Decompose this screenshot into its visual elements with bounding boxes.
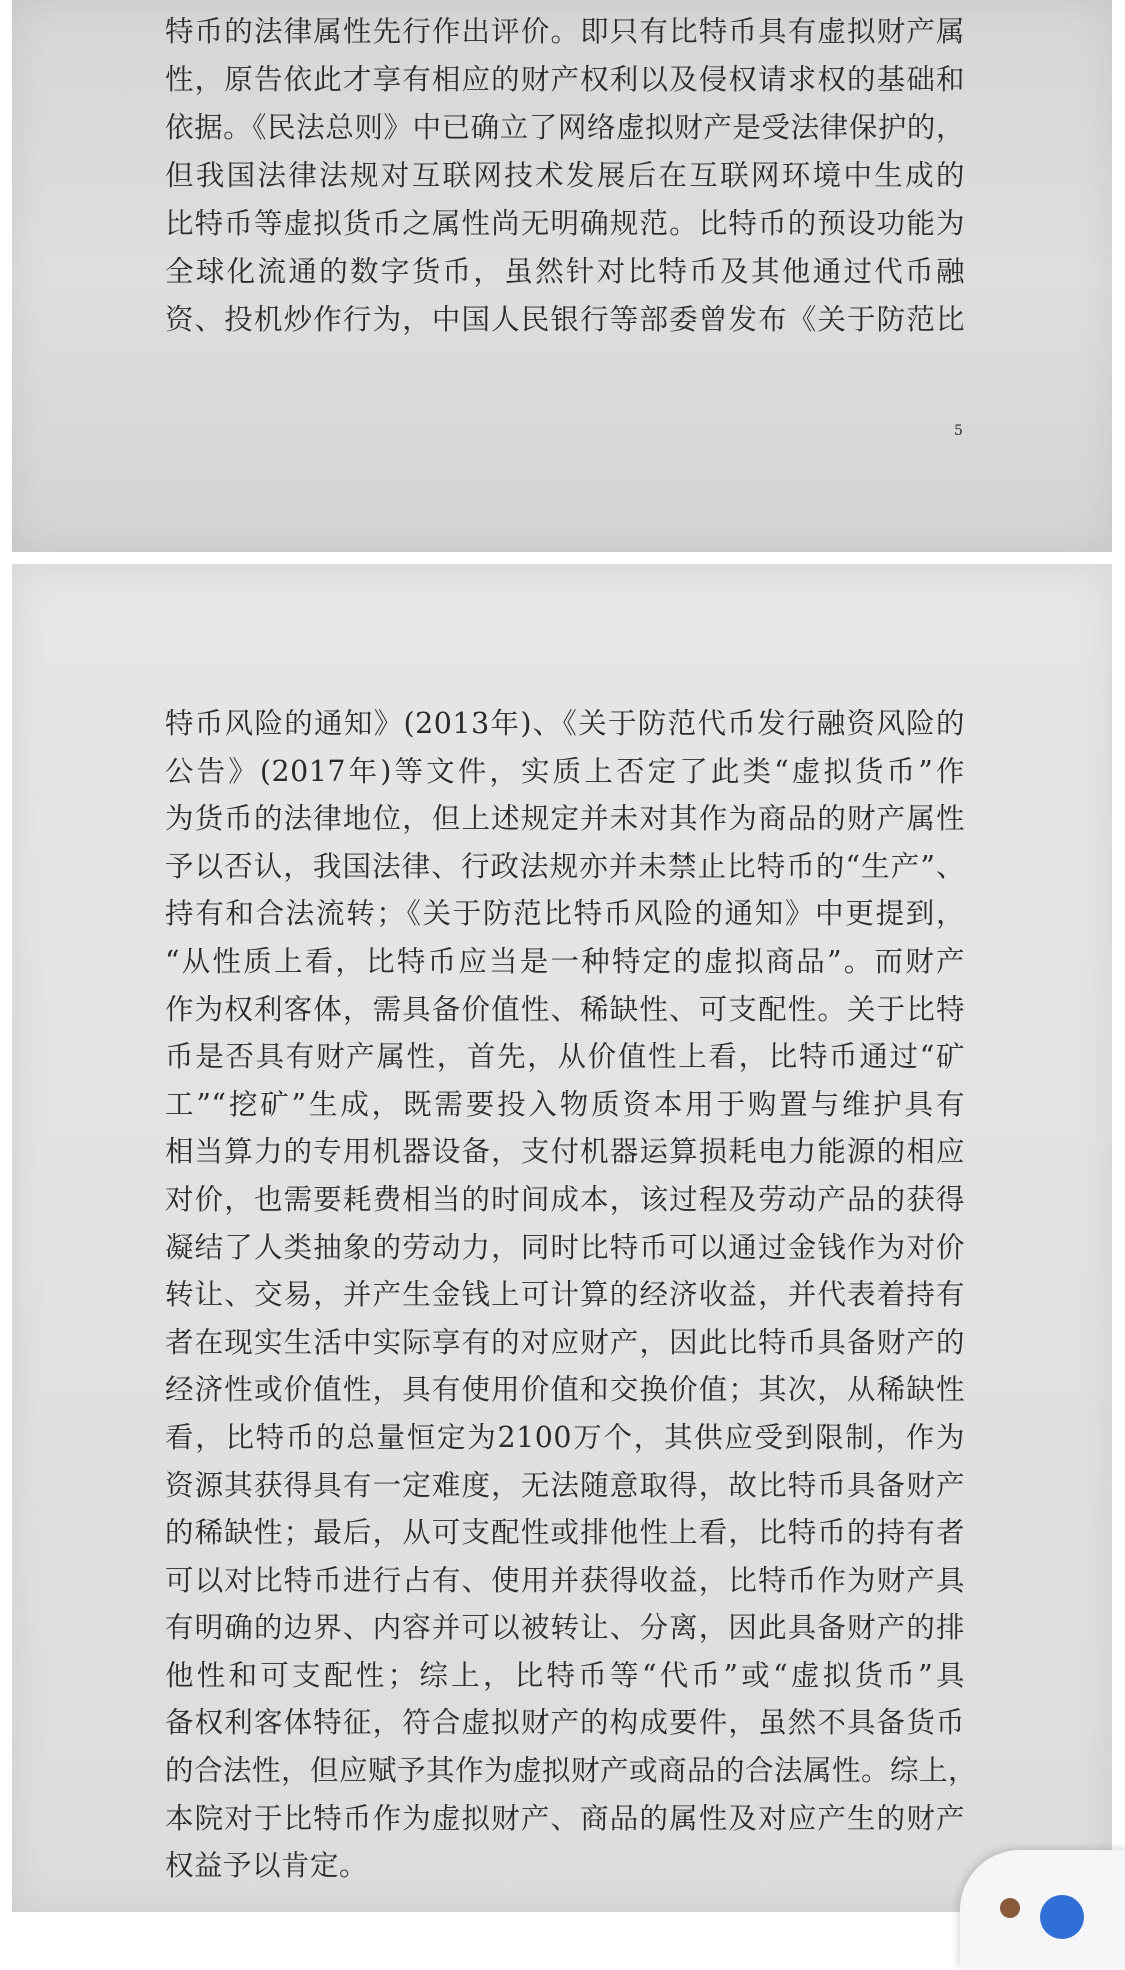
text-line: 者在现实生活中实际享有的对应财产，因此比特币具备财产的 — [165, 1325, 965, 1359]
text-line: 有明确的边界、内容并可以被转让、分离，因此具备财产的排 — [165, 1611, 965, 1645]
assistant-bubble-icon[interactable] — [1040, 1895, 1084, 1939]
text-line: 看，比特币的总量恒定为2100万个，其供应受到限制，作为 — [165, 1420, 965, 1454]
text-line: 权益予以肯定。 — [165, 1849, 369, 1883]
page-top-text — [165, 8, 965, 344]
text-line: 工”“挖矿”生成，既需要投入物质资本用于购置与维护具有 — [165, 1087, 965, 1121]
text-line: 的合法性，但应赋予其作为虚拟财产或商品的合法属性。综上， — [165, 1754, 978, 1788]
text-line: 可以对比特币进行占有、使用并获得收益，比特币作为财产具 — [165, 1563, 965, 1597]
document-page-top — [12, 0, 1112, 552]
text-line: “从性质上看，比特币应当是一种特定的虚拟商品”。而财产 — [165, 944, 965, 978]
text-line: 比特币等虚拟货币之属性尚无明确规范。比特币的预设功能为 — [165, 207, 965, 240]
text-line: 凝结了人类抽象的劳动力，同时比特币可以通过金钱作为对价 — [165, 1230, 965, 1264]
avatar-icon[interactable] — [1000, 1898, 1020, 1918]
text-line: 经济性或价值性，具有使用价值和交换价值；其次，从稀缺性 — [165, 1373, 965, 1407]
text-line: 资、投机炒作行为，中国人民银行等部委曾发布《关于防范比 — [165, 303, 965, 336]
text-line: 相当算力的专用机器设备，支付机器运算损耗电力能源的相应 — [165, 1135, 965, 1169]
text-line: 对价，也需要耗费相当的时间成本，该过程及劳动产品的获得 — [165, 1182, 965, 1216]
page-bottom-text — [165, 700, 978, 1890]
text-line: 币是否具有财产属性，首先，从价值性上看，比特币通过“矿 — [165, 1040, 965, 1074]
text-line: 公告》(2017年)等文件，实质上否定了此类“虚拟货币”作 — [165, 754, 965, 788]
text-line: 特币风险的通知》(2013年)、《关于防范代币发行融资风险的 — [165, 707, 965, 740]
text-line: 持有和合法流转；《关于防范比特币风险的通知》中更提到， — [165, 897, 965, 931]
text-line: 为货币的法律地位，但上述规定并未对其作为商品的财产属性 — [165, 802, 965, 836]
text-line: 资源其获得具有一定难度，无法随意取得，故比特币具备财产 — [165, 1468, 965, 1502]
page-number: 5 — [954, 423, 963, 439]
text-line: 全球化流通的数字货币，虽然针对比特币及其他通过代币融 — [165, 255, 965, 288]
document-page-bottom — [12, 564, 1112, 1912]
text-line: 的稀缺性；最后，从可支配性或排他性上看，比特币的持有者 — [165, 1516, 965, 1550]
page-separator — [0, 552, 1125, 564]
text-line: 作为权利客体，需具备价值性、稀缺性、可支配性。关于比特 — [165, 992, 965, 1026]
text-line: 本院对于比特币作为虚拟财产、商品的属性及对应产生的财产 — [165, 1801, 965, 1835]
text-line: 他性和可支配性；综上，比特币等“代币”或“虚拟货币”具 — [165, 1658, 965, 1692]
text-line: 予以否认，我国法律、行政法规亦并未禁止比特币的“生产”、 — [165, 849, 965, 883]
text-line: 但我国法律法规对互联网技术发展后在互联网环境中生成的 — [165, 159, 965, 192]
text-line: 依据。《民法总则》中已确立了网络虚拟财产是受法律保护的， — [165, 111, 965, 144]
text-line: 特币的法律属性先行作出评价。即只有比特币具有虚拟财产属 — [165, 15, 965, 48]
text-line: 备权利客体特征，符合虚拟财产的构成要件，虽然不具备货币 — [165, 1706, 965, 1740]
text-line: 转让、交易，并产生金钱上可计算的经济收益，并代表着持有 — [165, 1278, 965, 1312]
text-line: 性，原告依此才享有相应的财产权利以及侵权请求权的基础和 — [165, 63, 965, 96]
